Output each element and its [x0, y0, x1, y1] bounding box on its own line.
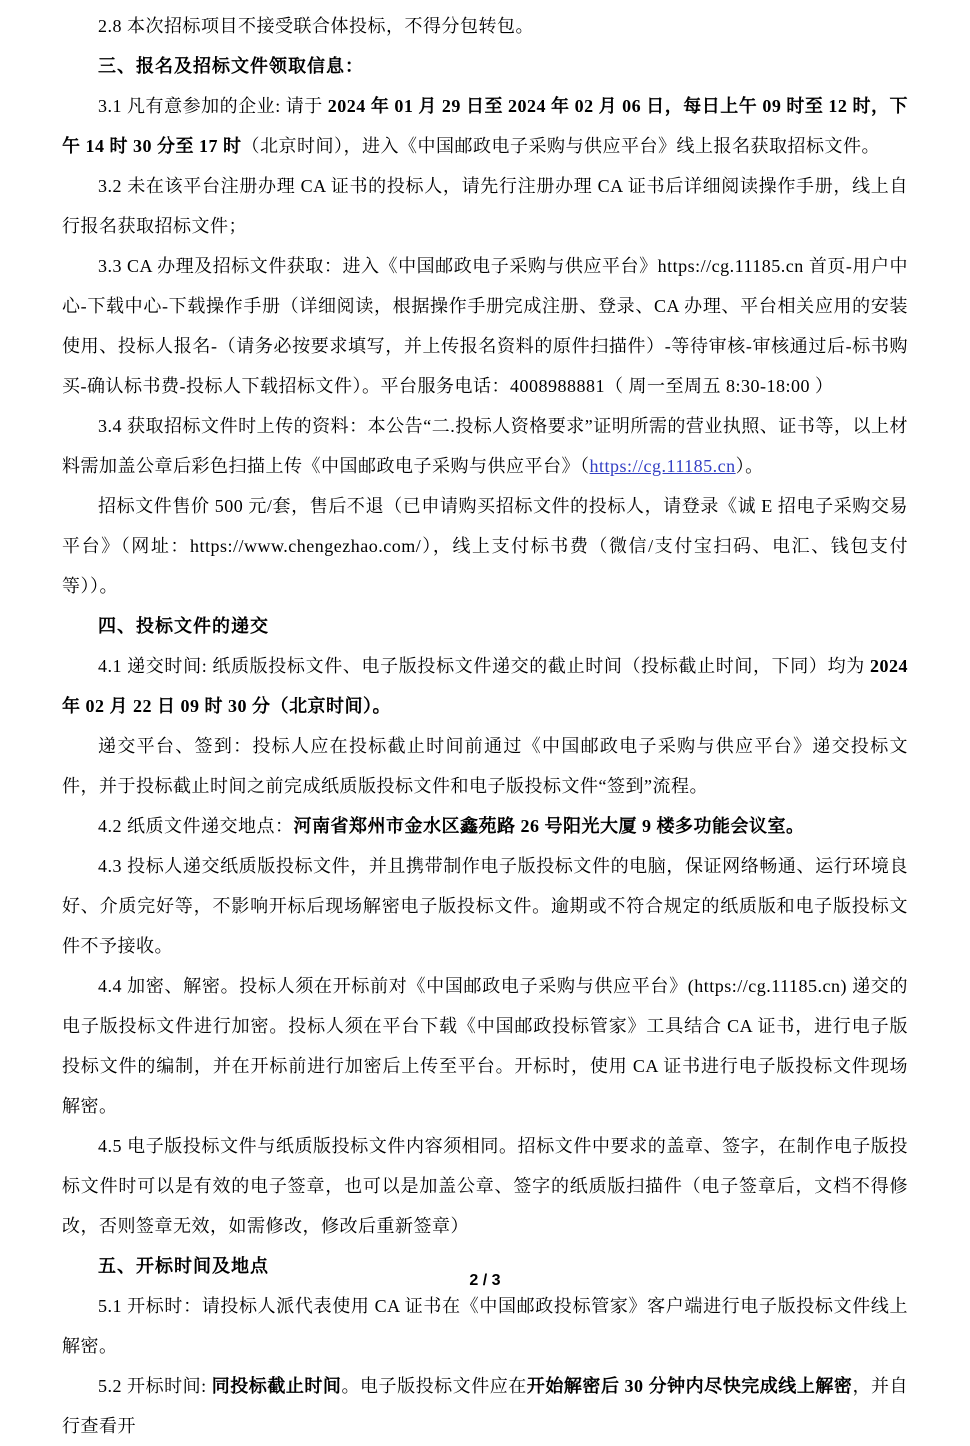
paragraph [62, 6, 908, 46]
text-run: 3.1 凡有意参加的企业: 请于 [98, 96, 328, 116]
paragraph [62, 246, 908, 406]
paragraph [62, 1286, 908, 1366]
paragraph [62, 486, 908, 606]
text-run: 四、投标文件的递交 [98, 616, 269, 636]
text-run: 。电子版投标文件应在 [341, 1376, 527, 1396]
text-run: 3.2 未在该平台注册办理 CA 证书的投标人，请先行注册办理 CA 证书后详细阅读操作手册，线上自行报名获取招标文件； [62, 176, 908, 236]
section-heading [62, 46, 908, 86]
paragraph [62, 726, 908, 806]
bold-run: 开始解密后 30 分钟内尽快完成线上解密 [526, 1376, 853, 1396]
text-run: 3.3 CA 办理及招标文件获取：进入《中国邮政电子采购与供应平台》https://cg.11185.cn 首页-用户中心-下载中心-下载操作手册（详细阅读，根据操作手册完成注册、登录、CA 办理、平台相关应用的安装使用、投标人报名-（请务必按要求填写，并上传报名资料的原件扫描件）-等待审核-审核通过后-标书购买-确认标书费-投标人下载招标文件）。平台服务电话：4008988881（ 周一至周五 8:30-18:00 ） [62, 256, 908, 396]
text-run: 2.8 本次招标项目不接受联合体投标，不得分包转包。 [98, 16, 534, 36]
paragraph [62, 806, 908, 846]
text-run: ，并自行查看开 [62, 1376, 909, 1436]
text-run: 三、报名及招标文件领取信息： [98, 56, 364, 76]
text-run: 5.1 开标时：请投标人派代表使用 CA 证书在《中国邮政投标管家》客户端进行电子版投标文件线上解密。 [62, 1296, 908, 1356]
page-number: 2 / 3 [469, 1272, 501, 1289]
text-run: 招标文件售价 500 元/套，售后不退（已申请购买招标文件的投标人，请登录《诚 E 招电子采购交易平台》（网址：https://www.chengezhao.com/），线上支付标书费（微信/支付宝扫码、电汇、钱包支付等））。 [62, 496, 908, 596]
paragraph [62, 646, 908, 726]
bold-run: 2024 年 02 月 22 日 09 时 30 分（北京时间）。 [62, 656, 908, 716]
text-run: 4.2 纸质文件递交地点： [98, 816, 294, 836]
text-run: （北京时间），进入《中国邮政电子采购与供应平台》线上报名获取招标文件。 [241, 136, 880, 156]
text-run: 4.4 加密、解密。投标人须在开标前对《中国邮政电子采购与供应平台》(https://cg.11185.cn) 递交的电子版投标文件进行加密。投标人须在平台下载《中国邮政投标管家》工具结合 CA 证书，进行电子版投标文件的编制，并在开标前进行加密后上传至平台。开标时，使用 CA 证书进行电子版投标文件现场解密。 [62, 976, 908, 1116]
bold-run: 2024 年 01 月 29 日至 2024 年 02 月 06 日，每日上午 09 时至 12 时，下午 14 时 30 分至 17 时 [62, 96, 908, 156]
text-run: 4.5 电子版投标文件与纸质版投标文件内容须相同。招标文件中要求的盖章、签字，在制作电子版投标文件时可以是有效的电子签章，也可以是加盖公章、签字的纸质版扫描件（电子签章后，文档不得修改，否则签章无效，如需修改，修改后重新签章） [62, 1136, 908, 1236]
hyperlink[interactable]: https://cg.11185.cn [589, 456, 736, 476]
bold-run: 河南省郑州市金水区鑫苑路 26 号阳光大厦 9 楼多功能会议室。 [293, 816, 805, 836]
paragraph [62, 166, 908, 246]
paragraph [62, 1126, 908, 1246]
text-run: ）。 [735, 456, 764, 476]
text-run: 递交平台、签到：投标人应在投标截止时间前通过《中国邮政电子采购与供应平台》递交投标文件，并于投标截止时间之前完成纸质版投标文件和电子版投标文件“签到”流程。 [62, 736, 908, 796]
paragraph [62, 846, 908, 966]
paragraph [62, 86, 908, 166]
text-run: 4.1 递交时间: 纸质版投标文件、电子版投标文件递交的截止时间（投标截止时间，下同）均为 [98, 656, 870, 676]
section-heading [62, 606, 908, 646]
text-run: 五、开标时间及地点 [98, 1256, 269, 1276]
text-run: 4.3 投标人递交纸质版投标文件，并且携带制作电子版投标文件的电脑，保证网络畅通、运行环境良好、介质完好等，不影响开标后现场解密电子版投标文件。逾期或不符合规定的纸质版和电子版投标文件不予接收。 [62, 856, 908, 956]
paragraph [62, 406, 908, 486]
text-run: 3.4 获取招标文件时上传的资料：本公告“二.投标人资格要求”证明所需的营业执照、证书等，以上材料需加盖公章后彩色扫描上传《中国邮政电子采购与供应平台》（ [62, 416, 908, 476]
paragraph [62, 1366, 908, 1446]
bold-run: 同投标截止时间 [211, 1376, 342, 1396]
text-run: 5.2 开标时间: [98, 1376, 212, 1396]
paragraph [62, 966, 908, 1126]
